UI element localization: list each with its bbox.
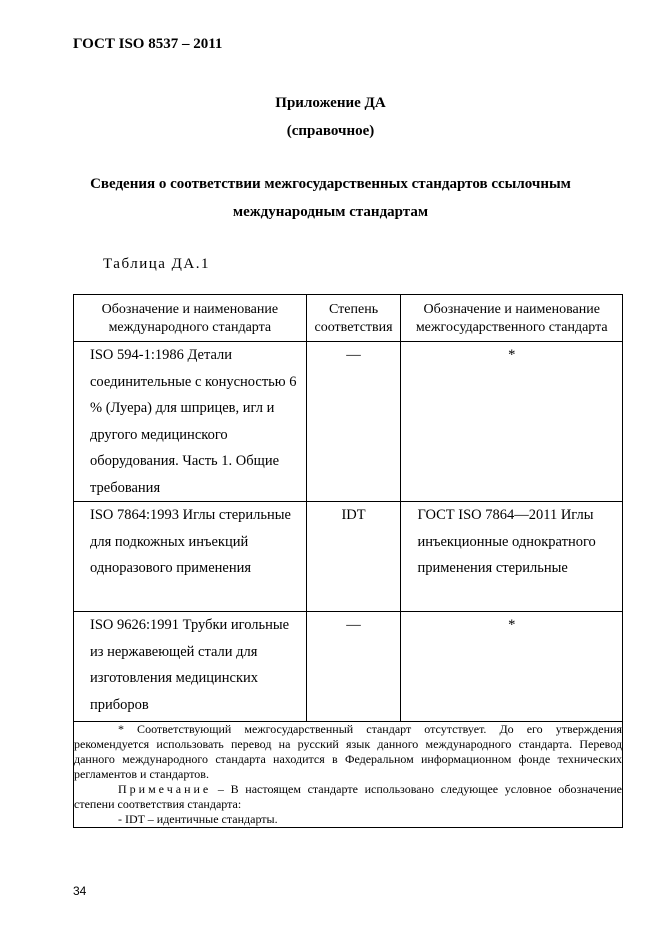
intl-standard-cell: ISO 7864:1993 Иглы стерильные для подкожных инъекций одноразового применения [74, 502, 307, 612]
column-header: Обозначение и наименование межгосударственного стандарта [401, 295, 623, 342]
degree-cell: IDT [306, 502, 401, 612]
table-footer-row [74, 722, 623, 828]
table-footnote-cell [74, 722, 623, 828]
column-header: Обозначение и наименование международного стандарта [74, 295, 307, 342]
footnote-text: * Соответствующий межгосударственный стандарт отсутствует. До его утверждения рекомендуется использовать перевод на русский язык данного международного стандарта. Перевод данного международного стандарта находится в Федеральном информационном фонде технических регламентов и стандартов. [74, 722, 622, 781]
interstate-standard-cell: ГОСТ ISO 7864—2011 Иглы инъекционные однократного применения стерильные [401, 502, 623, 612]
interstate-standard-cell: * [401, 342, 623, 502]
interstate-standard-cell: * [401, 612, 623, 722]
intl-standard-cell: ISO 9626:1991 Трубки игольные из нержавеющей стали для изготовления медицинских приборов [74, 612, 307, 722]
note-item: - IDT – идентичные стандарты. [118, 812, 278, 826]
page-number: 34 [73, 884, 87, 898]
degree-cell: — [306, 342, 401, 502]
table-row [74, 502, 623, 612]
table-row [74, 342, 623, 502]
annex-subtitle: (справочное) [286, 123, 375, 139]
annex-heading-line1: Сведения о соответствии межгосударственных стандартов ссылочным [90, 176, 571, 192]
note-text: – В настоящем стандарте использовано следующее условное обозначение степени соответствия стандарта: [74, 782, 622, 811]
table-row [74, 612, 623, 722]
annex-heading-line2: международным стандартам [232, 204, 429, 220]
table-label: Таблица ДА.1 [103, 256, 210, 272]
intl-standard-cell: ISO 594-1:1986 Детали соединительные с конусностью 6 % (Луера) для шприцев, игл и другого медицинского оборудования. Часть 1. Общие требования [74, 342, 307, 502]
note-paragraph [74, 782, 622, 812]
table-header-row [74, 295, 623, 342]
document-header: ГОСТ ISO 8537 – 2011 [73, 36, 223, 52]
annex-title: Приложение ДА [275, 95, 386, 111]
note-label: Примечание [118, 782, 212, 796]
correspondence-table [73, 294, 623, 828]
column-header: Степень соответствия [306, 295, 401, 342]
degree-cell: — [306, 612, 401, 722]
